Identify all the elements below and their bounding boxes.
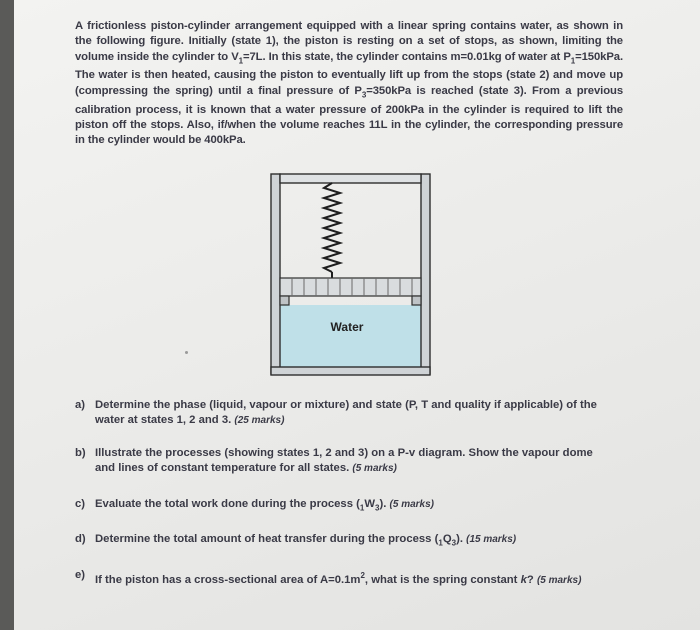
piston-cylinder-figure bbox=[265, 172, 435, 382]
p1-value: =150kPa. bbox=[575, 50, 623, 63]
superscript: 2 bbox=[360, 571, 365, 580]
right-stop bbox=[412, 296, 421, 305]
subscript: 1 bbox=[359, 503, 365, 513]
question-marks: (25 marks) bbox=[234, 415, 285, 426]
question-letter: b) bbox=[75, 447, 86, 459]
p3-value: =350kPa bbox=[366, 84, 412, 97]
water-label: Water bbox=[330, 320, 364, 334]
problem-intro: A frictionless piston-cylinder arrangement equipped with a linear spring contains water, as shown in the following figure. Initially (state 1), the piston is resting on a set of stops, as shown, limiting the volume inside the cylinder to bbox=[75, 20, 623, 63]
question-letter: c) bbox=[75, 498, 86, 510]
v1-symbol: V bbox=[231, 50, 239, 63]
question-text: Illustrate the processes (showing states 1, 2 and 3) on a P-v diagram. Show the vapour dome and lines of constant temperature for all states. bbox=[95, 447, 593, 474]
v1-subscript: 1 bbox=[238, 56, 243, 66]
top-plate bbox=[280, 174, 421, 183]
question-text: Determine the total amount of heat transfer during the process ( bbox=[95, 533, 439, 545]
p1-symbol: P bbox=[563, 50, 571, 63]
symbol-k: k bbox=[520, 573, 527, 586]
speck bbox=[185, 351, 188, 354]
problem-mid2: The water is then heated, causing the piston to eventually lift up from the stops (state 2) and move up (compressing the spring) until a final pressure of bbox=[75, 69, 623, 97]
subscript: 3 bbox=[451, 538, 457, 548]
symbol: W bbox=[364, 498, 376, 510]
problem-mid1: In this state, the cylinder contains m=0.01kg of water at bbox=[265, 50, 564, 63]
question-letter: a) bbox=[75, 399, 86, 411]
problem-end: is reached (state 3). From a previous calibration process, it is known that a water pressure of 200kPa in the cylinder is required to lift the piston off the stops. Also, if/when the volume reaches 11L in the cylinder, the corresponding pressure in the cylinder would be 400kPa. bbox=[75, 84, 623, 147]
question-marks: (5 marks) bbox=[536, 574, 582, 586]
cylinder-right-wall bbox=[421, 174, 430, 374]
question-text: If the piston has a cross-sectional area of A=0.1m bbox=[95, 573, 361, 586]
cylinder-bottom bbox=[271, 367, 430, 375]
question-marks: (5 marks) bbox=[389, 499, 434, 510]
problem-statement bbox=[75, 19, 623, 149]
symbol: Q bbox=[442, 533, 452, 545]
question-letter: e) bbox=[75, 569, 86, 581]
p3-subscript: 3 bbox=[361, 90, 367, 100]
question-marks: (15 marks) bbox=[466, 534, 517, 545]
question-letter: d) bbox=[75, 533, 86, 545]
p3-symbol: P bbox=[354, 84, 362, 97]
spring bbox=[324, 183, 340, 272]
subscript: 1 bbox=[438, 538, 443, 548]
subscript: 3 bbox=[375, 503, 380, 513]
v1-value: =7L. bbox=[242, 50, 266, 63]
water-region bbox=[280, 305, 421, 367]
left-stop bbox=[280, 296, 289, 305]
question-text-end: ). bbox=[456, 533, 463, 545]
question-text-end: ? bbox=[526, 573, 534, 586]
question-text-mid: , what is the spring constant bbox=[364, 573, 521, 586]
p1-subscript: 1 bbox=[570, 56, 576, 66]
question-text: Determine the phase (liquid, vapour or mixture) and state (P, T and quality if applicable) of the water at states 1, 2 and 3. bbox=[95, 399, 597, 426]
cylinder-left-wall bbox=[271, 174, 280, 374]
question-text: Evaluate the total work done during the process ( bbox=[95, 498, 360, 510]
question-marks: (5 marks) bbox=[352, 463, 397, 474]
question-text-end: ). bbox=[379, 498, 387, 510]
